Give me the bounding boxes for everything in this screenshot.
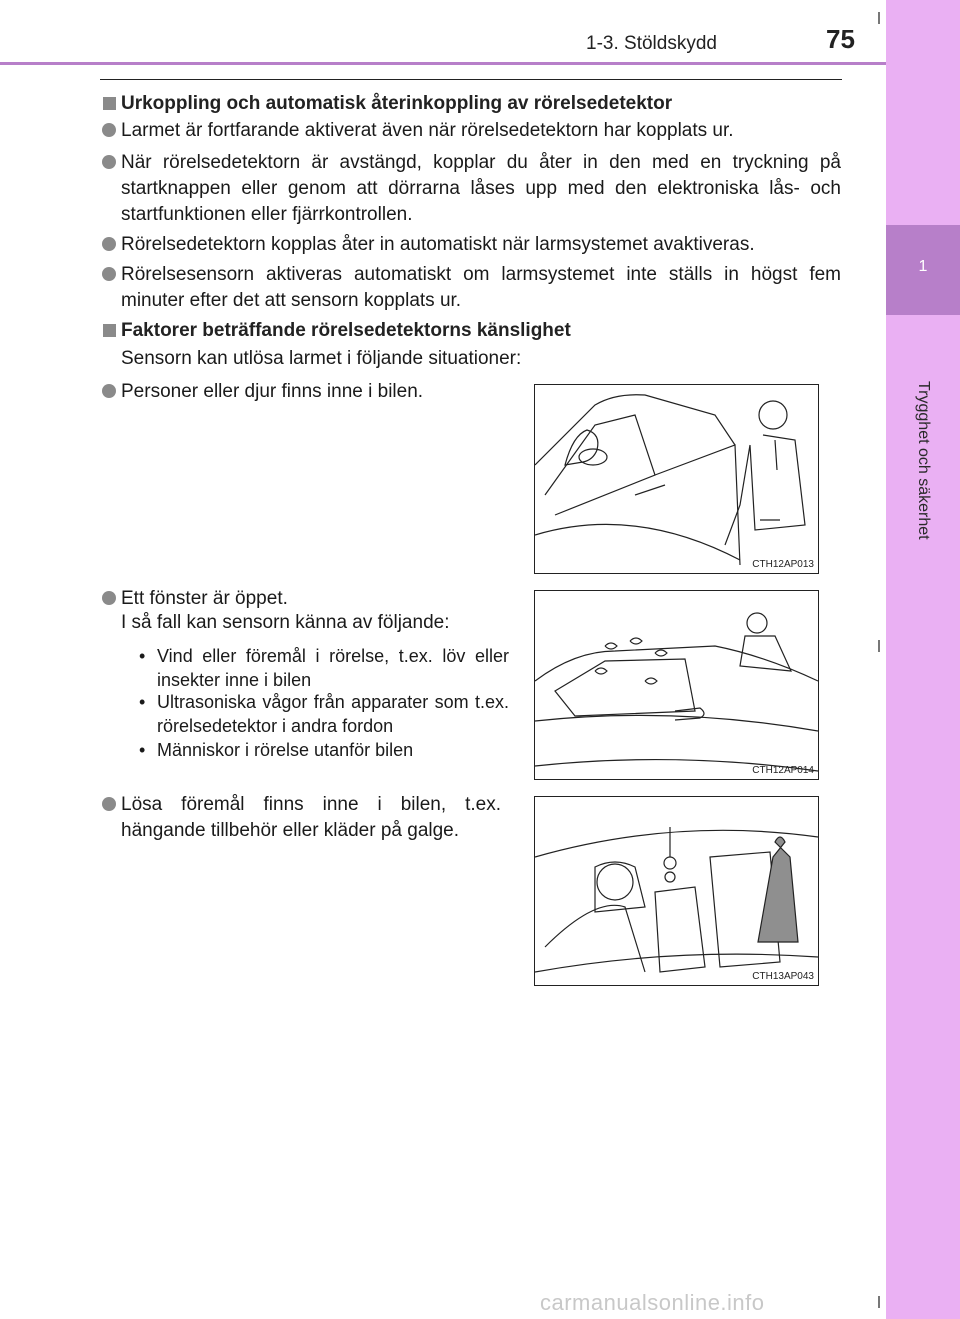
section-title: 1-3. Stöldskydd (586, 33, 717, 54)
page-number: 75 (826, 24, 855, 54)
crop-mark (878, 640, 880, 652)
bullet-item: Personer eller djur finns inne i bilen. (121, 379, 501, 405)
round-bullet-icon (102, 797, 116, 811)
section-intro: Sensorn kan utlösa larmet i följande situationer: (121, 348, 522, 369)
header-rule (0, 62, 886, 65)
sub-list-item: • Vind eller föremål i rörelse, t.ex. löv eller insekter inne i bilen (139, 646, 509, 690)
figure-code: CTH12AP013 (752, 559, 814, 570)
car-interior-hanging-items-illustration (535, 797, 818, 985)
bullet-item-continuation: I så fall kan sensorn känna av följande: (121, 612, 450, 633)
round-bullet-icon (102, 591, 116, 605)
figure-code: CTH13AP043 (752, 971, 814, 982)
chapter-title: Trygghet och säkerhet (915, 381, 932, 540)
round-bullet-icon (102, 123, 116, 137)
chapter-side-tab (886, 0, 960, 1319)
figure-code: CTH12AP014 (752, 765, 814, 776)
square-bullet-icon (103, 324, 116, 337)
dog-and-person-car-illustration (535, 385, 818, 573)
figure-dog-and-person (534, 384, 819, 574)
content-rule (100, 79, 842, 80)
chapter-number: 1 (918, 258, 928, 275)
bullet-item: Larmet är fortfarande aktiverat även när rörelsedetektorn har kopplats ur. (121, 118, 841, 144)
watermark: carmanualsonline.info (540, 1290, 765, 1315)
round-bullet-icon (102, 384, 116, 398)
figure-open-window (534, 590, 819, 780)
open-window-leaves-illustration (535, 591, 818, 779)
bullet-item: Rörelsesensorn aktiveras automatiskt om larmsystemet inte ställs in högst fem minuter efter det att sensorn kopplats ur. (121, 262, 841, 314)
section-heading: Faktorer beträffande rörelsedetektorns känslighet (103, 320, 571, 342)
sub-list-item: • Människor i rörelse utanför bilen (139, 740, 414, 760)
section-heading: Urkoppling och automatisk återinkoppling av rörelsedetektor (103, 93, 672, 115)
round-bullet-icon (102, 267, 116, 281)
round-bullet-icon (102, 237, 116, 251)
round-bullet-icon (102, 155, 116, 169)
crop-mark (878, 1296, 880, 1308)
crop-mark (878, 12, 880, 24)
sub-list-item: • Ultrasoniska vågor från apparater som t.ex. rörelsedetektor i andra fordon (139, 692, 509, 736)
bullet-item: Ett fönster är öppet. (121, 586, 511, 612)
bullet-item: Lösa föremål finns inne i bilen, t.ex. hängande tillbehör eller kläder på galge. (121, 792, 501, 844)
square-bullet-icon (103, 97, 116, 110)
bullet-item: Rörelsedetektorn kopplas åter in automatiskt när larmsystemet avaktiveras. (121, 232, 841, 258)
figure-hanging-items (534, 796, 819, 986)
bullet-item: När rörelsedetektorn är avstängd, kopplar du åter in den med en tryckning på startknappen eller genom att dörrarna låses upp med den elektroniska lås- och startfunktionen eller fjärrkontrollen. (121, 150, 841, 228)
